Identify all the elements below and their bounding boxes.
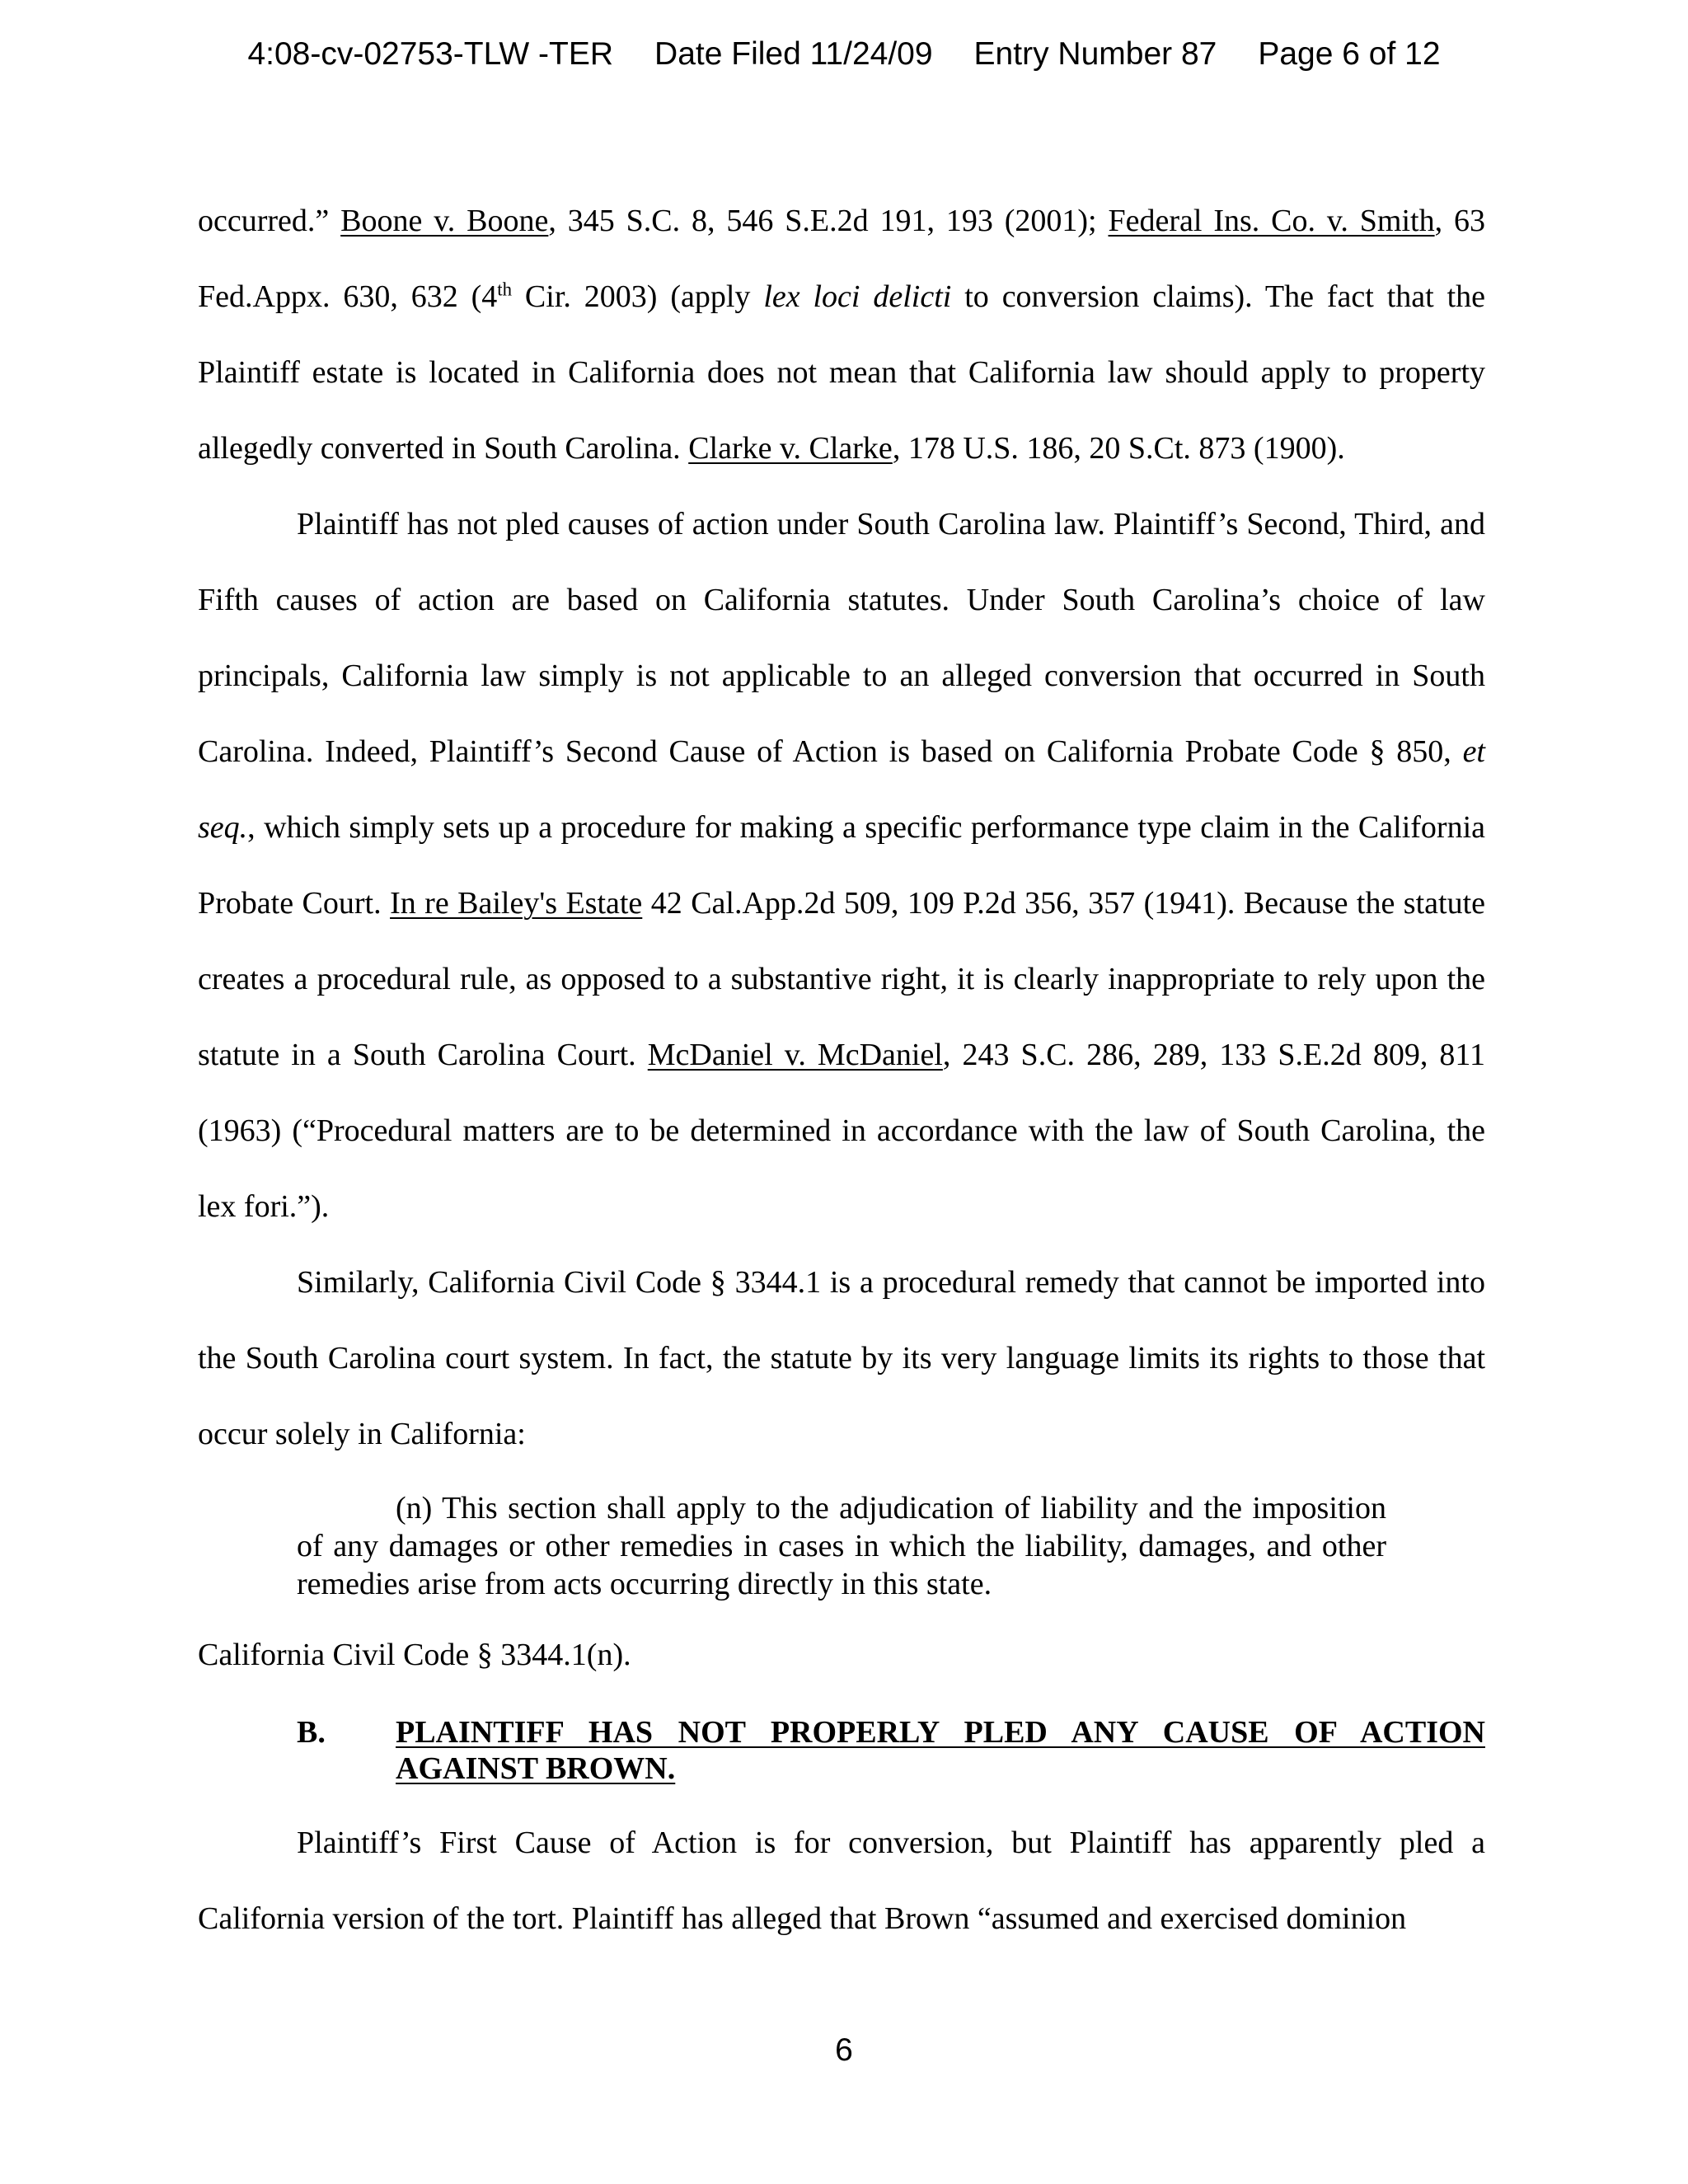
case-citation-federal-ins: Federal Ins. Co. v. Smith bbox=[1108, 204, 1435, 238]
page-number: 6 bbox=[835, 2032, 853, 2068]
text-run: 42 Cal.App.2d 509, 109 P.2d 356, 357 (1941). Because the statute creates a procedural rule, as opposed to a substantive right, it is clearly inappropriate to rely upon the statute in a South Carolina Court. bbox=[198, 886, 1485, 1072]
paragraph-2 bbox=[198, 486, 1485, 1244]
statute-citation: California Civil Code § 3344.1(n). bbox=[198, 1638, 631, 1672]
page-of: Page 6 of 12 bbox=[1258, 36, 1441, 72]
case-citation-boone: Boone v. Boone bbox=[340, 204, 549, 238]
date-filed: Date Filed 11/24/09 bbox=[654, 36, 933, 72]
paragraph-1 bbox=[198, 183, 1485, 486]
text-run: , 178 U.S. 186, 20 S.Ct. 873 (1900). bbox=[892, 431, 1345, 466]
text-run: , which simply sets up a procedure for making a specific performance type claim in the California Probate Court. bbox=[198, 810, 1485, 921]
text-run: , 63 Fed.Appx. 630, 632 (4 bbox=[198, 204, 1485, 314]
blockquote-text: (n) This section shall apply to the adjudication of liability and the imposition of any damages or other remedies in cases in which the liability, damages, and other remedies arise from acts occurring directly in this state. bbox=[297, 1491, 1386, 1601]
paragraph-3 bbox=[198, 1244, 1485, 1472]
paragraph-4 bbox=[198, 1805, 1485, 1957]
statute-blockquote bbox=[297, 1489, 1386, 1603]
case-citation-bailey: In re Bailey's Estate bbox=[390, 886, 643, 921]
case-number: 4:08-cv-02753-TLW -TER bbox=[247, 36, 614, 72]
text-run: to conversion claims). The fact that the Plaintiff estate is located in California does not mean that California law should apply to property allegedly converted in South Carolina. bbox=[198, 279, 1485, 466]
text-run: occurred.” bbox=[198, 204, 341, 238]
court-filing-header bbox=[0, 36, 1688, 73]
entry-number: Entry Number 87 bbox=[973, 36, 1217, 72]
section-letter: B. bbox=[297, 1715, 326, 1750]
case-citation-clarke: Clarke v. Clarke bbox=[688, 431, 893, 466]
section-title: PLAINTIFF HAS NOT PROPERLY PLED ANY CAUSE OF ACTION AGAINST BROWN. bbox=[396, 1715, 1485, 1786]
case-citation-mcdaniel: McDaniel v. McDaniel bbox=[647, 1038, 943, 1072]
paragraph-text: Plaintiff’s First Cause of Action is for conversion, but Plaintiff has apparently pled a California version of the tort. Plaintiff has alleged that Brown “assumed and exercised dominion bbox=[198, 1825, 1485, 1936]
text-run: , 243 S.C. 286, 289, 133 S.E.2d 809, 811 (1963) (“Procedural matters are to be determined in accordance with the law of South Carolina, the lex fori.”). bbox=[198, 1038, 1486, 1224]
text-run: Plaintiff has not pled causes of action under South Carolina law. Plaintiff’s Second, Third, and Fifth causes of action are based on California statutes. Under South Carolina’s choice of law principals, California law simply is not applicable to an alleged conversion that occurred in South Carolina. Indeed, Plaintiff’s Second Cause of Action is based on California Probate Code § 850, bbox=[198, 507, 1485, 769]
latin-term: lex loci delicti bbox=[763, 279, 952, 314]
text-run: Cir. 2003) (apply bbox=[512, 279, 764, 314]
paragraph-text: Similarly, California Civil Code § 3344.1 is a procedural remedy that cannot be imported into the South Carolina court system. In fact, the statute by its very language limits its rights to those that occur solely in California: bbox=[198, 1265, 1485, 1451]
ordinal-superscript: th bbox=[497, 279, 513, 300]
latin-term: et seq. bbox=[198, 734, 1485, 845]
text-run: , 345 S.C. 8, 546 S.E.2d 191, 193 (2001); bbox=[548, 204, 1109, 238]
